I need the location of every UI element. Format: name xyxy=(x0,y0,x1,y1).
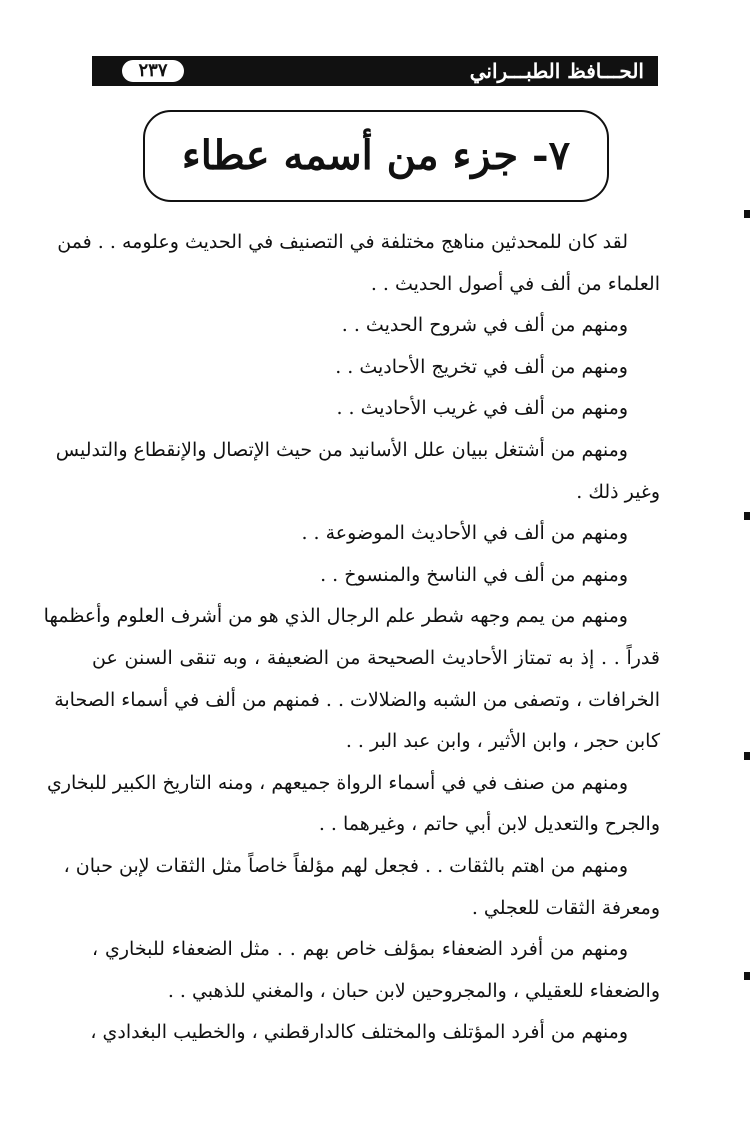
text-line: ومنهم من صنف في في أسماء الرواة جميعهم ، ومنه التاريخ الكبير للبخاري xyxy=(46,771,628,794)
text-line: ومنهم من أفرد الضعفاء بمؤلف خاص بهم . . مثل الضعفاء للبخاري ، xyxy=(92,938,628,961)
running-header xyxy=(92,56,658,86)
text-line: وغير ذلك . xyxy=(576,480,660,503)
margin-mark xyxy=(744,972,750,980)
margin-mark xyxy=(744,210,750,218)
text-line: ومنهم من ألف في شروح الحديث . . xyxy=(341,314,628,337)
text-line: ومنهم من أفرد المؤتلف والمختلف كالدارقطني ، والخطيب البغدادي ، xyxy=(90,1021,628,1044)
margin-mark xyxy=(744,512,750,520)
text-line: ومنهم من أشتغل ببيان علل الأسانيد من حيث الإتصال والإنقطاع والتدليس xyxy=(55,438,628,461)
text-line: كابن حجر ، وابن الأثير ، وابن عبد البر . . xyxy=(345,730,660,753)
margin-mark xyxy=(744,752,750,760)
text-line: ومعرفة الثقات للعجلي . xyxy=(471,896,660,919)
chapter-title-box xyxy=(143,110,609,202)
text-line: لقد كان للمحدثين مناهج مختلفة في التصنيف في الحديث وعلومه . . فمن xyxy=(57,231,628,253)
text-line: ومنهم من اهتم بالثقات . . فجعل لهم مؤلفاً خاصاً مثل الثقات لإبن حبان ، xyxy=(63,854,628,877)
running-title: الحـــافظ الطبـــراني xyxy=(469,59,644,83)
body-text xyxy=(43,222,660,1054)
text-line: الخرافات ، وتصفى من الشبه والضلالات . . فمنهم من ألف في أسماء الصحابة xyxy=(54,688,660,711)
text-line: قدراً . . إذ به تمتاز الأحاديث الصحيحة من الضعيفة ، وبه تنقى السنن عن xyxy=(92,646,660,669)
text-line: والضعفاء للعقيلي ، والمجروحين لابن حبان ، والمغني للذهبي . . xyxy=(167,979,660,1002)
chapter-title: ٧- جزء من أسمه عطاء xyxy=(181,132,571,179)
text-line: ومنهم من ألف في الأحاديث الموضوعة . . xyxy=(301,522,628,545)
text-line: والجرح والتعديل لابن أبي حاتم ، وغيرهما . . xyxy=(318,813,660,836)
text-line: ومنهم من ألف في تخريج الأحاديث . . xyxy=(335,355,628,378)
page-number: ٢٣٧ xyxy=(122,60,184,82)
text-line: ومنهم من ألف في غريب الأحاديث . . xyxy=(336,397,628,420)
text-line: ومنهم من يمم وجهه شطر علم الرجال الذي هو من أشرف العلوم وأعظمها xyxy=(43,605,628,628)
text-line: ومنهم من ألف في الناسخ والمنسوخ . . xyxy=(320,563,628,586)
text-line: العلماء من ألف في أصول الحديث . . xyxy=(370,272,660,295)
